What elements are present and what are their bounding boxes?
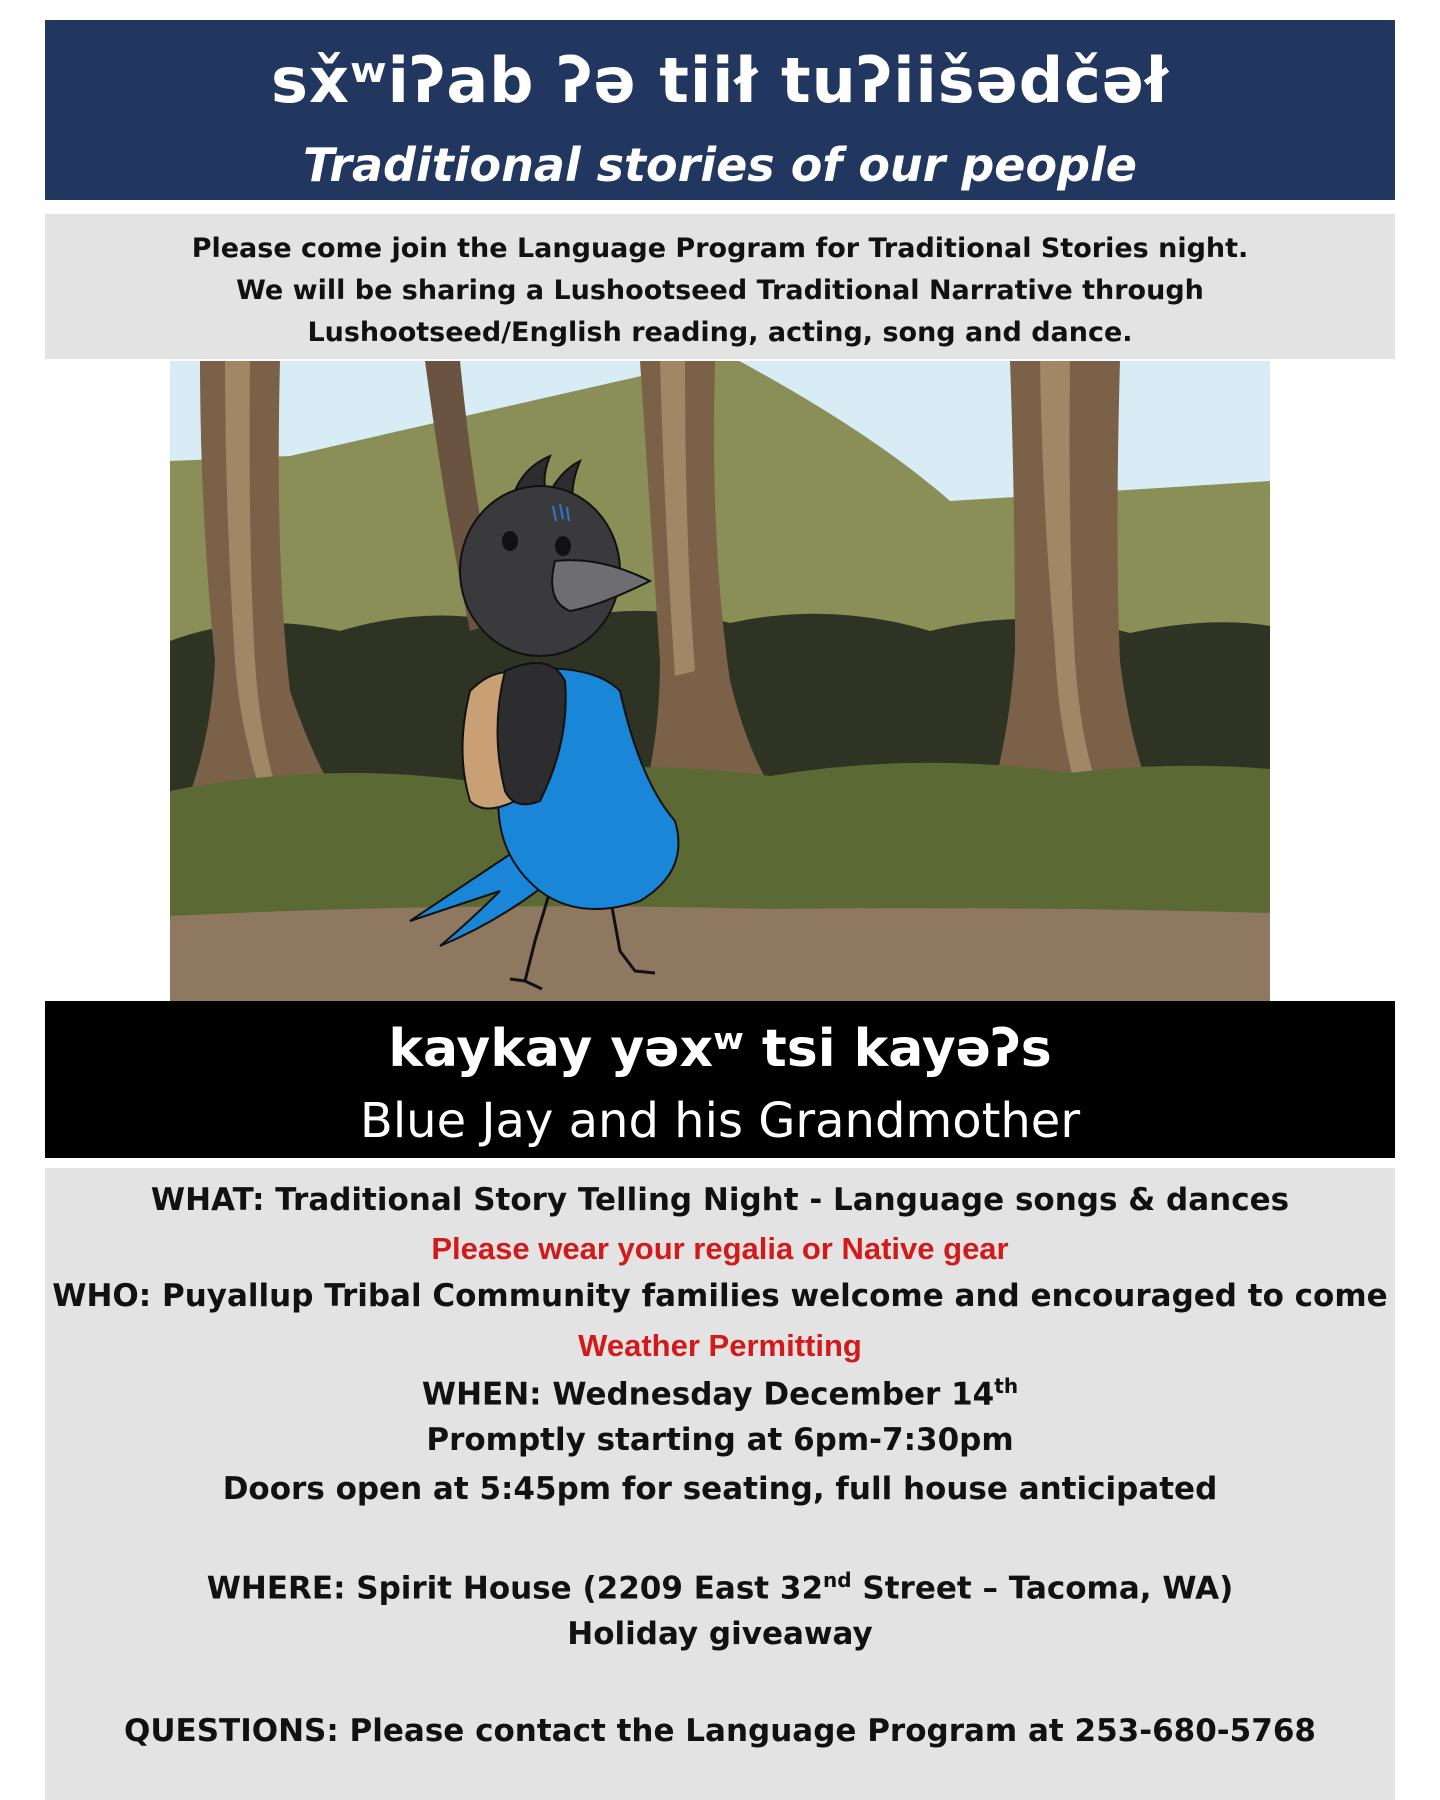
where-text: WHERE: Spirit House (2209 East 32 bbox=[206, 1570, 824, 1607]
blue-jay-illustration bbox=[170, 361, 1270, 1001]
when-text: WHEN: Wednesday December 14 bbox=[421, 1376, 995, 1413]
intro-line-1: Please come join the Language Program for Traditional Stories night. bbox=[191, 233, 1249, 264]
giveaway-line: Holiday giveaway bbox=[567, 1616, 873, 1652]
intro-text-block bbox=[45, 214, 1395, 359]
blue-jay-eye-left bbox=[502, 531, 518, 551]
weather-note: Weather Permitting bbox=[578, 1328, 862, 1363]
where-line bbox=[45, 1568, 1395, 1606]
questions-line: QUESTIONS: Please contact the Language Program at 253-680-5768 bbox=[124, 1713, 1316, 1749]
what-line: WHAT: Traditional Story Telling Night - Language songs & dances bbox=[150, 1182, 1290, 1218]
story-title-banner bbox=[45, 1001, 1395, 1158]
time-line: Promptly starting at 6pm-7:30pm bbox=[426, 1422, 1014, 1458]
when-ordinal: th bbox=[994, 1374, 1019, 1398]
where-street: Street – Tacoma, WA) bbox=[851, 1570, 1234, 1607]
who-line: WHO: Puyallup Tribal Community families welcome and encouraged to come bbox=[52, 1278, 1388, 1314]
ground-path bbox=[170, 906, 1270, 1001]
intro-line-2: We will be sharing a Lushootseed Traditional Narrative through bbox=[236, 275, 1204, 306]
title-lushootseed: sx̌ʷiʔab ʔə tiił tuʔiišədčəł bbox=[271, 44, 1169, 117]
title-banner bbox=[45, 20, 1395, 200]
blue-jay-eye-right bbox=[555, 536, 571, 556]
event-details bbox=[45, 1168, 1395, 1800]
doors-line: Doors open at 5:45pm for seating, full house anticipated bbox=[222, 1471, 1218, 1507]
where-ordinal: nd bbox=[823, 1568, 852, 1592]
story-title-english: Blue Jay and his Grandmother bbox=[359, 1093, 1081, 1149]
intro-line-3: Lushootseed/English reading, acting, song and dance. bbox=[307, 317, 1133, 348]
regalia-note: Please wear your regalia or Native gear bbox=[431, 1231, 1009, 1266]
grass bbox=[170, 763, 1270, 921]
story-title-lushootseed: kaykay yəxʷ tsi kayəʔs bbox=[388, 1019, 1052, 1079]
when-line bbox=[45, 1374, 1395, 1412]
title-english: Traditional stories of our people bbox=[303, 138, 1137, 192]
